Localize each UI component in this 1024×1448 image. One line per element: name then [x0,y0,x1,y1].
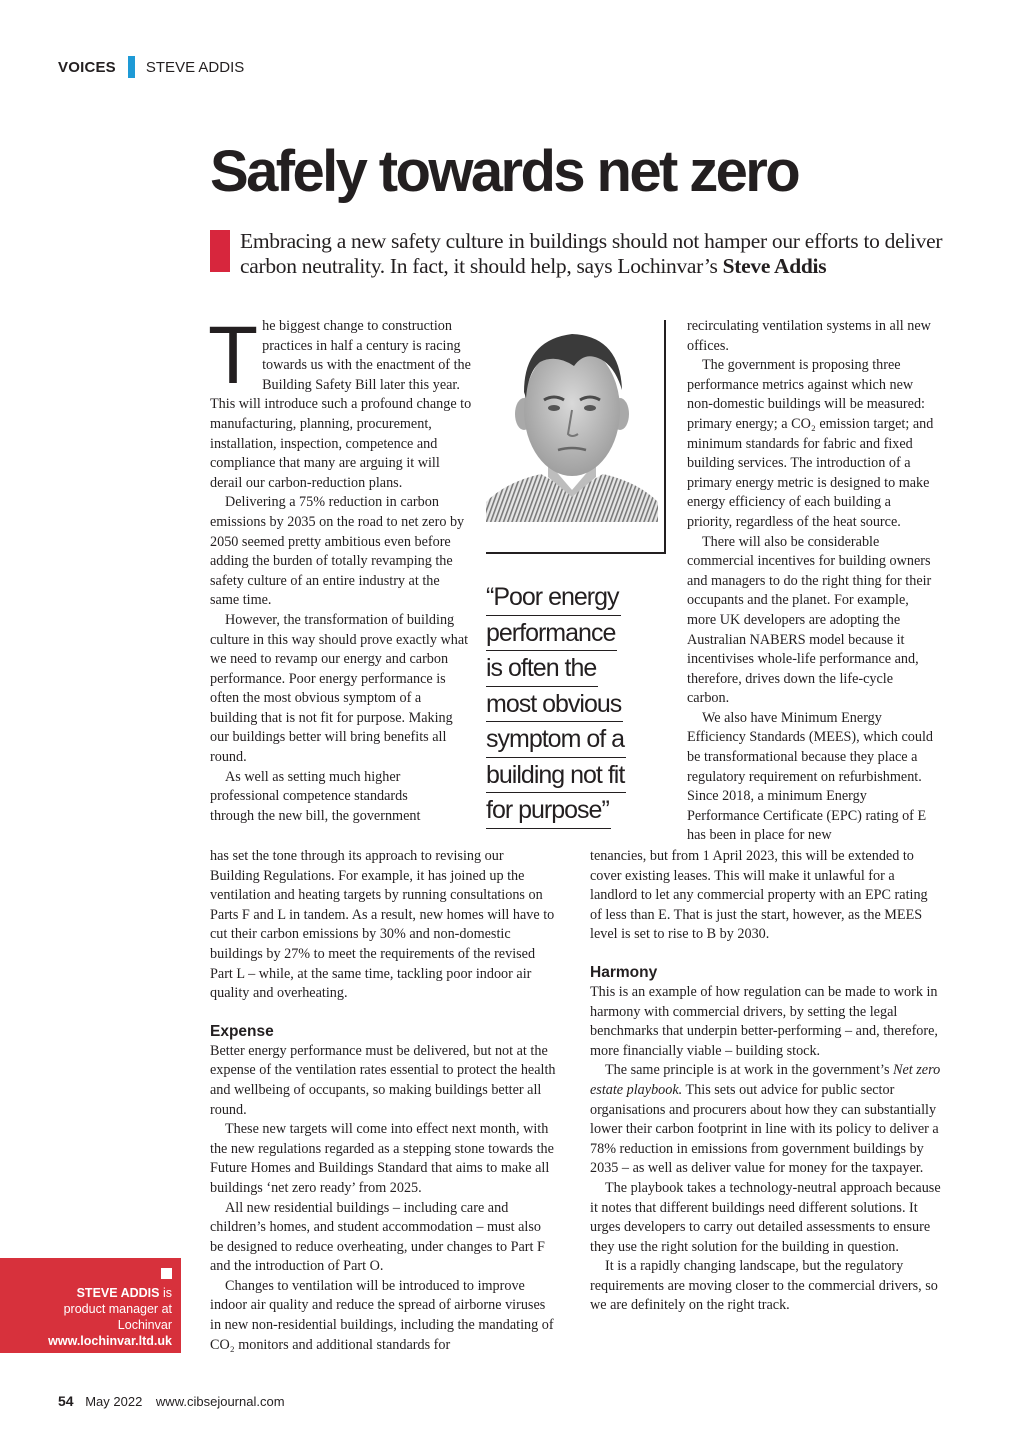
pull-quote-line: symptom of a [486,722,626,758]
section-label: VOICES [58,58,116,76]
bio-name: STEVE ADDIS [76,1286,160,1300]
paragraph: The playbook takes a technology-neutral approach because it notes that different buildings need different solutions. It urges developers to carry out detailed assessments to ensure they use the right solution for the building in question. [590,1179,941,1255]
column-2-upper [687,317,937,846]
pull-quote [486,580,651,829]
publication-title: Net zero estate playbook. [590,1062,941,1098]
pull-quote-line: building not fit [486,758,626,794]
paragraph-text: This sets out advice for public sector organisations and procurers about how they can substantially lower their carbon footprint in line with its policy to deliver a 78% reduction in emissions from government buildings by 2035 – as well as deliver value for money for the taxpayer. [590,1081,939,1177]
bio-company: Lochinvar [117,1318,172,1332]
pull-quote-line: “Poor energy [486,580,621,616]
section-header [58,56,244,78]
paragraph: All new residential buildings – including care and children’s homes, and student accommodation – must also be designed to reduce overheating, under changes to Part F and the introduction of Part O. [210,1199,545,1275]
page-footer [58,1393,285,1409]
standfirst-accent-bar [210,230,230,272]
issue-date: May 2022 [85,1394,143,1409]
paragraph: This is an example of how regulation can be made to work in harmony with commercial drivers, by setting the legal benchmarks that underpin better-performing – and, therefore, more financially viable – building stock. [590,983,938,1059]
paragraph: There will also be considerable commercial incentives for building owners and managers to do the right thing for their occupants and the planet. For example, more UK developers are adopting the Australian NABERS model because it incentivises whole-life performance and, therefore, drives down the life-cycle carbon. [687,533,932,707]
paragraph: Changes to ventilation will be introduced to improve indoor air quality and reduce the spread of airborne viruses in new non-residential buildings, including the mandating of CO₂ monitors and additional standards for [210,1277,554,1353]
column-2-lower [590,847,942,1316]
page-number: 54 [58,1393,74,1409]
column-1-lower [210,847,556,1355]
paragraph: As well as setting much higher professional competence standards through the new bill, the government [210,768,421,824]
standfirst-author: Steve Addis [722,254,827,278]
article-title: Safely towards net zero [210,139,799,204]
paragraph-text: he biggest change to construction practices in half a century is racing towards us with the enactment of the Building Safety Bill later this year. This will introduce such a profound change to manufacturing, planning, procurement, installation, inspection, competence and compliance that many are arguing it will derail our carbon-reduction plans. [210,318,472,491]
paragraph: has set the tone through its approach to revising our Building Regulations. For example, it has joined up the ventilation and heating targets by running consultations on Parts F and L in tandem. As a result, new homes will have to cut their carbon emissions by 30% and non-domestic buildings by 27% to meet the requirements of the revised Part L – while, at the same time, tackling poor indoor air quality and overheating. [210,848,555,1002]
site-link[interactable]: www.cibsejournal.com [155,1394,285,1409]
bio-url-link[interactable]: www.lochinvar.ltd.uk [48,1334,172,1348]
bio-is: is [162,1286,172,1300]
bio-square-icon [161,1268,172,1279]
pull-quote-line: performance [486,616,617,652]
paragraph: These new targets will come into effect next month, with the new regulations regarded as a stepping stone towards the Future Homes and Buildings Standard that aims to make all buildings ‘net zero ready’ from 2025. [210,1121,554,1196]
paragraph: tenancies, but from 1 April 2023, this will be extended to cover existing leases. This will make it unlawful for a landlord to let any commercial property with an EPC rating of less than E. That is just the start, however, as the MEES level is set to rise to B by 2030. [590,848,928,943]
pull-quote-line: for purpose” [486,793,611,829]
paragraph: The government is proposing three performance metrics against which new non-domestic buildings will be measured: primary energy; a CO₂ emission target; and minimum standards for fabric and fixed building services. The introduction of a primary energy metric is designed to make energy efficiency of each building a priority, regardless of the heat source. [687,357,934,530]
paragraph [208,310,472,493]
column-1-upper [208,310,472,826]
standfirst [240,229,960,279]
pull-quote-line: most obvious [486,687,623,723]
paragraph: However, the transformation of building culture in this way should prove exactly what we need to revamp our energy and carbon performance. Poor energy performance is often the most obvious symptom of a building that is not fit for purpose. Making our buildings better will bring benefits all round. [210,611,469,766]
author-photo-frame [486,320,666,554]
pull-quote-line: is often the [486,651,598,687]
author-bio-box [0,1258,181,1353]
bio-role: product manager at [63,1302,172,1316]
author-portrait [486,322,658,522]
paragraph: We also have Minimum Energy Efficiency Standards (MEES), which could be transformational because they place a regulatory requirement on refurbishment. Since 2018, a minimum Energy Performance Certificate (EPC) rating of E has been in place for new [687,709,933,844]
subhead-harmony: Harmony [590,963,658,981]
paragraph [590,1061,942,1179]
drop-cap: T [208,310,259,401]
header-author: STEVE ADDIS [145,58,245,76]
paragraph-text: The same principle is at work in the government’s [605,1062,890,1079]
paragraph: recirculating ventilation systems in all new offices. [687,318,931,354]
paragraph: Better energy performance must be delivered, but not at the expense of the ventilation rates essential to protect the health and wellbeing of occupants, so making buildings better all round. [210,1042,556,1118]
section-divider [128,56,135,78]
paragraph: It is a rapidly changing landscape, but the regulatory requirements are moving closer to the commercial drivers, so we are definitely on the right track. [590,1258,938,1314]
paragraph: Delivering a 75% reduction in carbon emissions by 2035 on the road to net zero by 2050 seemed pretty ambitious even before adding the burden of totally revamping the safety culture of an entire industry at the same time. [210,494,465,609]
subhead-expense: Expense [210,1022,274,1040]
standfirst-text: Embracing a new safety culture in buildings should not hamper our efforts to deliver carbon neutrality. In fact, it should help, says Lochinvar’s [240,229,943,278]
